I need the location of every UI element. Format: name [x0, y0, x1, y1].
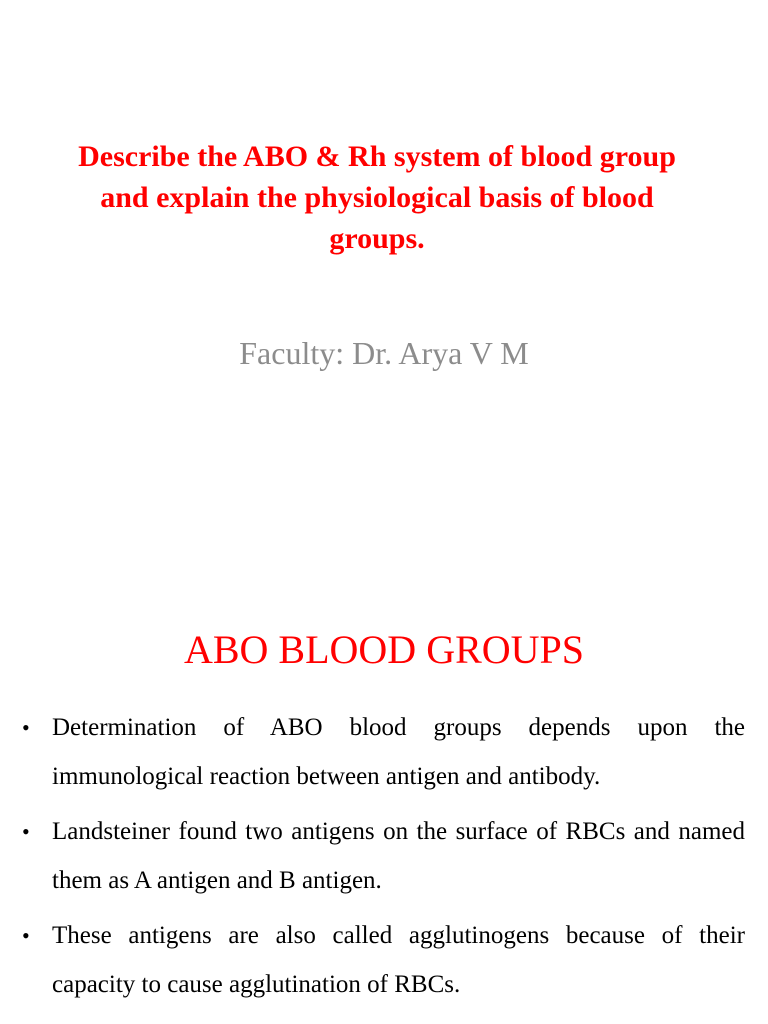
bullet-dot-icon: • — [22, 819, 30, 844]
bullet-text: These antigens are also called agglutinogens because of their capacity to cause agglutination of RBCs. — [52, 922, 745, 998]
bullet-dot-icon: • — [22, 715, 30, 740]
bullet-list — [0, 703, 768, 1015]
bullet-text: Determination of ABO blood groups depends upon the immunological reaction between antigen and antibody. — [52, 714, 745, 790]
bullet-item — [0, 911, 768, 1009]
slide-heading: ABO BLOOD GROUPS — [183, 627, 585, 672]
slide-title — [20, 136, 734, 259]
title-line: Describe the ABO & Rh system of blood group — [78, 140, 676, 173]
bullet-text: Landsteiner found two antigens on the surface of RBCs and named them as A antigen and B antigen. — [52, 818, 745, 894]
faculty-subtitle: Faculty: Dr. Arya V M — [239, 335, 529, 371]
bullet-dot-icon: • — [22, 923, 30, 948]
title-line: and explain the physiological basis of blood — [100, 181, 654, 214]
slide-abo-blood-groups — [0, 576, 768, 1024]
title-line: groups. — [329, 222, 425, 255]
bullet-item — [0, 703, 768, 801]
bullet-item — [0, 807, 768, 905]
